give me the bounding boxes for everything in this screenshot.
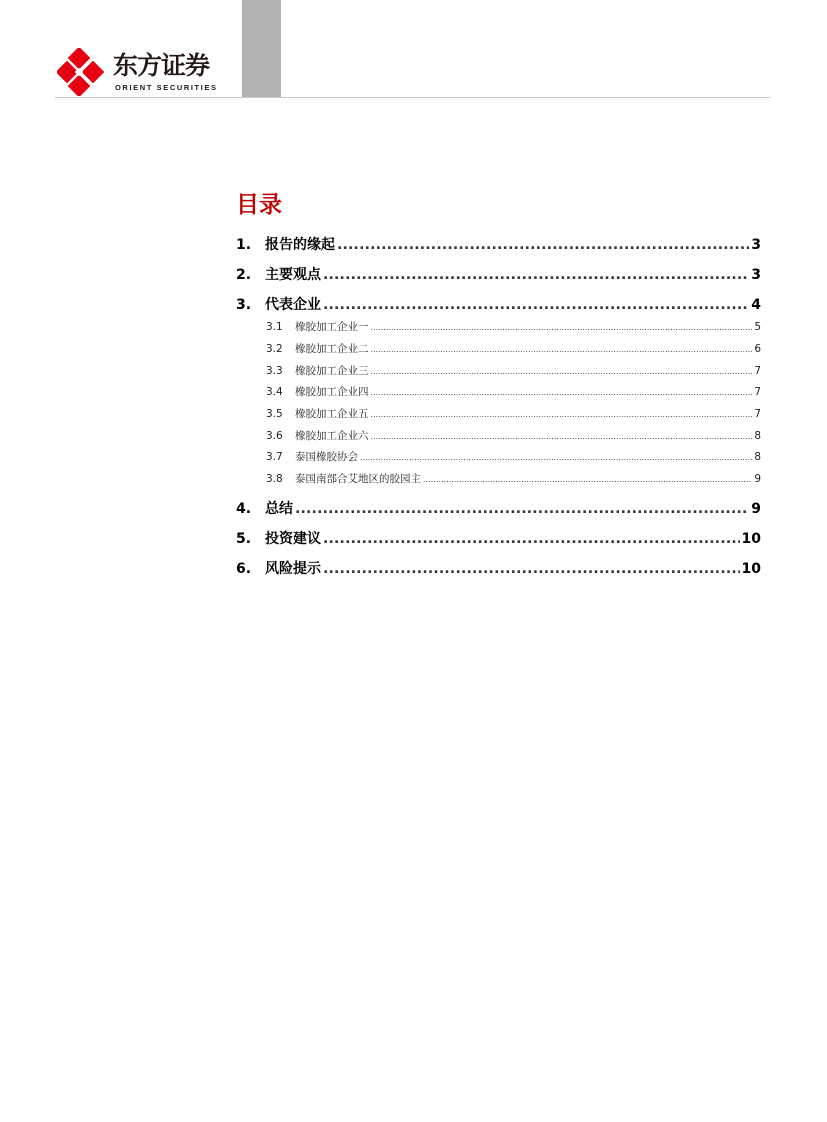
toc-entry-number: 3.8 — [266, 473, 283, 485]
toc-leader — [371, 363, 753, 381]
toc-leader — [360, 449, 752, 467]
toc-entry-page: 7 — [754, 365, 761, 377]
orient-logo-icon — [57, 48, 105, 96]
orient-securities-logo — [55, 46, 225, 94]
toc-entry-text: 风险提示 — [265, 561, 321, 577]
toc-leader — [337, 234, 749, 256]
logo-name-cn: 东方证券 — [113, 51, 210, 80]
toc-entry-number: 3. — [236, 297, 252, 313]
toc-entry-page: 5 — [754, 321, 761, 333]
toc-leader — [371, 428, 753, 446]
toc-entry-3-2[interactable] — [236, 340, 761, 358]
logo-name-en: ORIENT SECURITIES — [115, 83, 218, 92]
toc-entry-page: 10 — [741, 561, 761, 577]
toc-entry-text: 泰国南部合艾地区的胶园主 — [295, 473, 421, 485]
toc-entry-3-7[interactable] — [236, 448, 761, 466]
toc-entry-3-5[interactable] — [236, 405, 761, 423]
toc-entry-page: 8 — [754, 451, 761, 463]
toc-entry-text: 橡胶加工企业六 — [295, 430, 369, 442]
toc-leader — [423, 471, 752, 489]
toc-leader — [371, 406, 753, 424]
toc-entry-number: 6. — [236, 561, 252, 577]
toc-entry-6[interactable] — [236, 558, 761, 580]
toc-entry-page: 7 — [754, 386, 761, 398]
toc-entry-page: 3 — [751, 267, 761, 283]
header-grey-block — [242, 0, 281, 97]
toc-entry-text: 橡胶加工企业三 — [295, 365, 369, 377]
toc-entry-page: 7 — [754, 408, 761, 420]
toc-entry-5[interactable] — [236, 528, 761, 550]
toc-entry-3[interactable] — [236, 294, 761, 316]
toc-entry-page: 4 — [751, 297, 761, 313]
toc-entry-number: 3.5 — [266, 408, 283, 420]
toc-entry-3-8[interactable] — [236, 470, 761, 488]
toc-leader — [371, 319, 753, 337]
toc-entry-page: 6 — [754, 343, 761, 355]
toc-leader — [371, 384, 753, 402]
toc-entry-text: 橡胶加工企业四 — [295, 386, 369, 398]
toc-entry-number: 3.4 — [266, 386, 283, 398]
toc-entry-number: 2. — [236, 267, 252, 283]
toc-entry-number: 5. — [236, 531, 252, 547]
toc-entry-number: 1. — [236, 237, 252, 253]
toc-entry-number: 4. — [236, 501, 252, 517]
toc-entry-3-3[interactable] — [236, 362, 761, 380]
toc-leader — [323, 264, 749, 286]
toc-entry-text: 橡胶加工企业二 — [295, 343, 369, 355]
toc-leader — [371, 341, 753, 359]
toc-leader — [323, 294, 749, 316]
toc-entry-3-4[interactable] — [236, 383, 761, 401]
toc-entry-text: 代表企业 — [265, 297, 321, 313]
toc-entry-number: 3.6 — [266, 430, 283, 442]
toc-entry-page: 9 — [754, 473, 761, 485]
toc-entry-3-1[interactable] — [236, 318, 761, 336]
toc-entry-text: 总结 — [265, 501, 293, 517]
toc-leader — [295, 498, 749, 520]
toc-entry-text: 投资建议 — [265, 531, 321, 547]
toc-entry-page: 8 — [754, 430, 761, 442]
toc-entry-number: 3.7 — [266, 451, 283, 463]
toc-entry-2[interactable] — [236, 264, 761, 286]
toc-entry-3-6[interactable] — [236, 427, 761, 445]
toc-entry-text: 橡胶加工企业一 — [295, 321, 369, 333]
toc-entry-page: 10 — [741, 531, 761, 547]
toc-entry-number: 3.3 — [266, 365, 283, 377]
toc-entry-4[interactable] — [236, 498, 761, 520]
toc-leader — [323, 528, 740, 550]
toc-title: 目录 — [236, 192, 282, 218]
toc-entry-text: 主要观点 — [265, 267, 321, 283]
toc-entry-text: 泰国橡胶协会 — [295, 451, 358, 463]
header-divider — [55, 97, 770, 98]
toc-entry-1[interactable] — [236, 234, 761, 256]
toc-entry-number: 3.2 — [266, 343, 283, 355]
toc-leader — [323, 558, 740, 580]
toc-entry-text: 橡胶加工企业五 — [295, 408, 369, 420]
toc-entry-text: 报告的缘起 — [265, 237, 335, 253]
toc-entry-number: 3.1 — [266, 321, 283, 333]
toc-entry-page: 9 — [751, 501, 761, 517]
toc-entry-page: 3 — [751, 237, 761, 253]
